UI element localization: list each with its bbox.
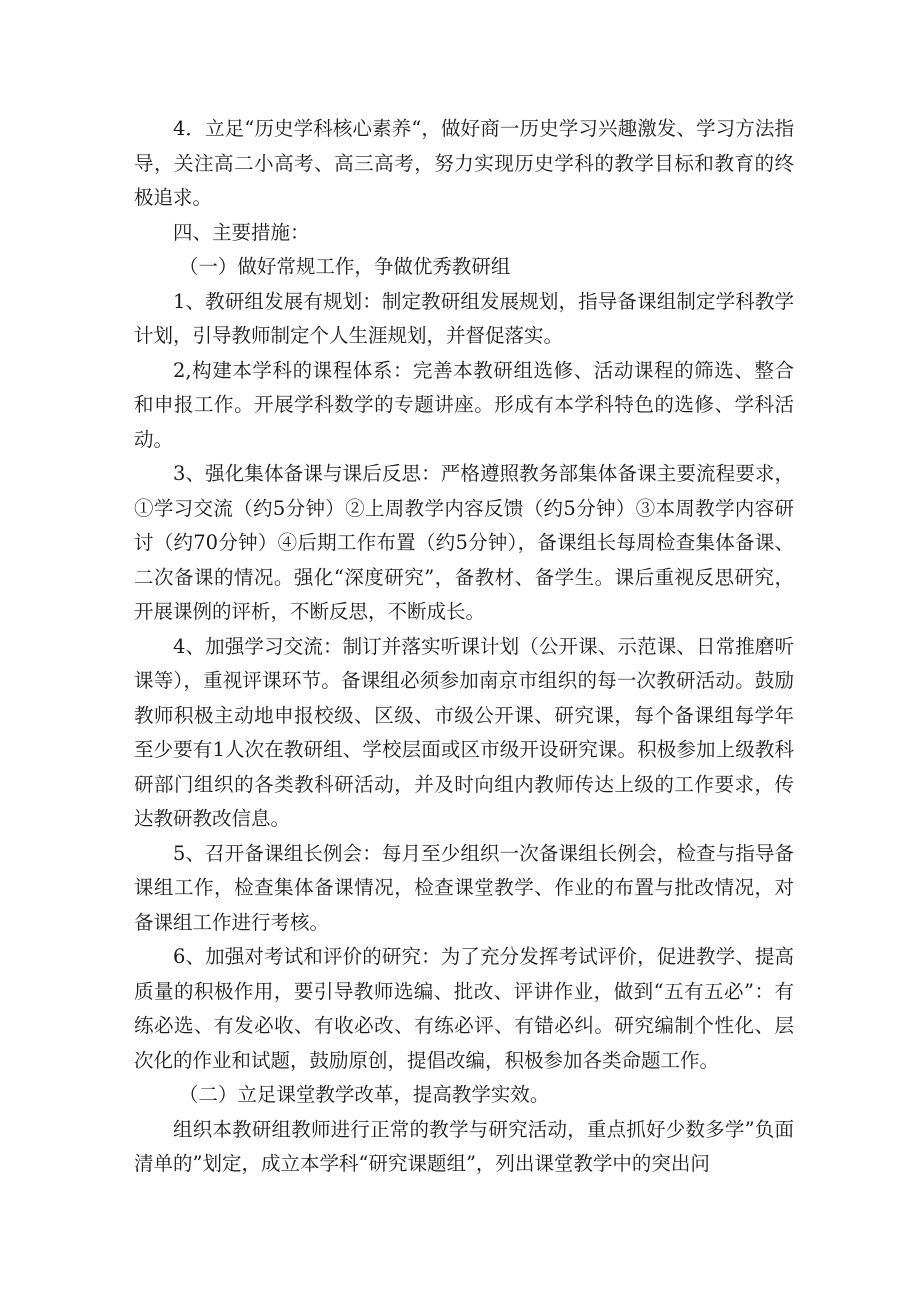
- section-heading-main-measures: 四、主要措施：: [173, 220, 310, 244]
- subsection-heading-routine-work: （一）做好常规工作，争做优秀教研组: [178, 255, 511, 278]
- paragraph-goal-4: 4．立足“历史学科核心素养“，做好商一历史学习兴趣激发、学习方法指导，关注高二小高考、高三高考，努力实现历史学科的教学目标和教育的终极追求。: [134, 117, 794, 209]
- paragraph-classroom-reform: 组织本教研组教师进行正常的教学与研究活动，重点抓好少数多学”负面清单的”划定，成立本学科“研究课题组”，列出课堂教学中的突出问: [134, 1117, 794, 1175]
- paragraph-item-3-lesson-prep: 3、强化集体备课与课后反思：严格遵照教务部集体备课主要流程要求，①学习交流（约5分钟）②上周教学内容反馈（约5分钟）③本周教学内容研讨（约70分钟）④后期工作布置（约5分钟），备课组长每周检查集体备课、二次备课的情况。强化“深度研究”，备教材、备学生。课后重视反思研究，开展课例的评析，不断反思，不断成长。: [134, 462, 794, 623]
- paragraph-item-5-meetings: 5、召开备课组长例会：每月至少组织一次备课组长例会，检查与指导备课组工作，检查集体备课情况，检查课堂教学、作业的布置与批改情况，对备课组工作进行考核。: [134, 841, 794, 934]
- document-body: [134, 112, 794, 1182]
- paragraph-item-2-curriculum: 2,构建本学科的课程体系：完善本教研组选修、活动课程的筛选、整合和申报工作。开展学科数学的专题讲座。形成有本学科特色的选修、学科活动。: [134, 358, 794, 451]
- paragraph-item-6-assessment: 6、加强对考试和评价的研究：为了充分发挥考试评价，促进教学、提高质量的积极作用，要引导教师选编、批改、评讲作业，做到“五有五必”：有练必选、有发必收、有收必改、有练必评、有错必纠。研究编制个性化、层次化的作业和试题，鼓励原创，提倡改编，积极参加各类命题工作。: [134, 945, 794, 1072]
- subsection-heading-classroom-reform: （二）立足课堂教学改革，提高教学实效。: [178, 1083, 550, 1106]
- paragraph-item-1-planning: 1、教研组发展有规划：制定教研组发展规划，指导备课组制定学科教学计划，引导教师制定个人生涯规划，并督促落实。: [134, 289, 794, 347]
- paragraph-item-4-exchange: 4、加强学习交流：制订并落实听课计划（公开课、示范课、日常推磨听课等），重视评课环节。备课组必须参加南京市组织的每一次教研活动。鼓励教师积极主动地申报校级、区级、市级公开课、研究课，每个备课组每学年至少要有1人次在教研组、学校层面或区市级开设研究课。积极参加上级教科研部门组织的各类教科研活动，并及时向组内教师传达上级的工作要求，传达教研教改信息。: [134, 634, 794, 830]
